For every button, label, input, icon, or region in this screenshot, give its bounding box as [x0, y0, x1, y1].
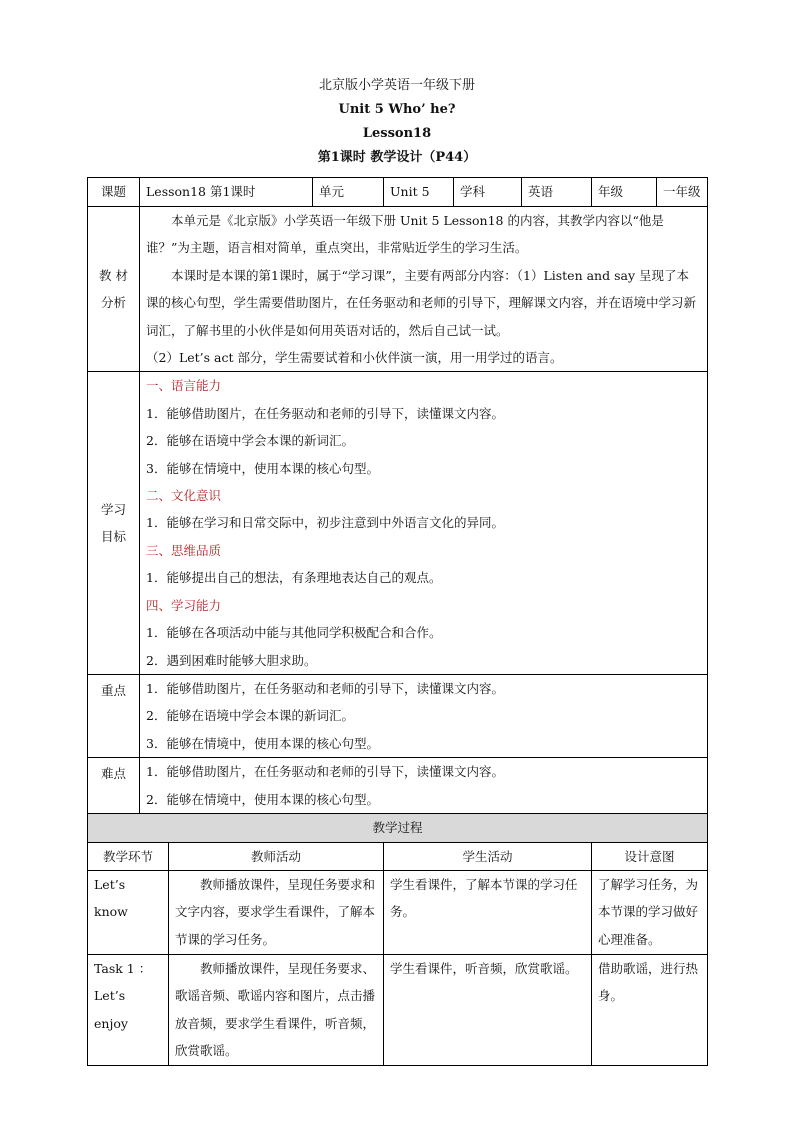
document-titles — [0, 74, 794, 170]
goals-item: 1．能够在学习和日常交际中，初步注意到中外语言文化的异同。 — [146, 515, 504, 531]
difficulty-item: 1．能够借助图片，在任务驱动和老师的引导下，读懂课文内容。 — [146, 764, 504, 780]
key-point-item: 2．能够在语境中学会本课的新词汇。 — [146, 708, 354, 724]
cell-subject-value: Lesson18 第1课时 — [140, 178, 313, 207]
process-student: 学生看课件，了解本节课的学习任务。 — [384, 870, 592, 954]
cell-unit-label: 单元 — [313, 178, 384, 207]
cell-discipline-label: 学科 — [454, 178, 522, 207]
difficulties-label: 难点 — [88, 758, 140, 814]
goals-row — [88, 372, 708, 674]
header-intent: 设计意图 — [592, 842, 708, 870]
process-intent: 了解学习任务，为本节课的学习做好心理准备。 — [592, 870, 708, 954]
key-points-row — [88, 674, 708, 757]
goals-heading-2: 二、文化意识 — [146, 488, 222, 504]
goals-item: 1．能够借助图片，在任务驱动和老师的引导下，读懂课文内容。 — [146, 405, 504, 421]
goals-heading-3: 三、思维品质 — [146, 542, 222, 558]
doc-title-line-1: 北京版小学英语一年级下册 — [318, 78, 475, 93]
goals-content — [140, 372, 708, 674]
header-teacher: 教师活动 — [169, 842, 384, 870]
info-row — [88, 178, 708, 207]
analysis-row — [88, 207, 708, 372]
cell-subject-label: 课题 — [88, 178, 140, 207]
goals-item: 3．能够在情境中，使用本课的核心句型。 — [146, 460, 379, 476]
difficulty-item: 2．能够在情境中，使用本课的核心句型。 — [146, 791, 379, 807]
process-teacher — [169, 954, 384, 1065]
process-intent: 借助歌谣，进行热身。 — [592, 954, 708, 1065]
goals-item: 1．能够提出自己的想法，有条理地表达自己的观点。 — [146, 570, 442, 586]
process-stage: Task 1 ： Let’s enjoy — [88, 954, 169, 1065]
header-student: 学生活动 — [384, 842, 592, 870]
process-row — [88, 870, 708, 954]
doc-title-line-3: Lesson18 — [362, 126, 432, 141]
key-point-item: 3．能够在情境中，使用本课的核心句型。 — [146, 735, 379, 751]
goals-heading-1: 一、语言能力 — [146, 378, 222, 394]
goals-heading-4: 四、学习能力 — [146, 597, 222, 613]
difficulties-row — [88, 758, 708, 814]
goals-item: 2．遇到困难时能够大胆求助。 — [146, 652, 317, 668]
analysis-label: 教 材 分析 — [88, 207, 140, 372]
process-header-row — [88, 842, 708, 870]
key-point-item: 1．能够借助图片，在任务驱动和老师的引导下，读懂课文内容。 — [146, 680, 504, 696]
cell-grade-label: 年级 — [592, 178, 657, 207]
analysis-paragraph-2: 本课时是本课的第1课时，属于“学习课”，主要有两部分内容：（1）Listen and say 呈现了本课的核心句型，学生需要借助图片，在任务驱动和老师的引导下，理解课文内容，并在语境中学习新词汇，了解书里的小伙伴是如何用英语对话的，然后自己试一试。 — [146, 267, 697, 338]
header-stage: 教学环节 — [88, 842, 169, 870]
cell-unit-value: Unit 5 — [384, 178, 454, 207]
lesson-plan-table — [87, 177, 708, 1066]
process-title-row — [88, 814, 708, 842]
analysis-paragraph-3: （2）Let’s act 部分，学生需要试着和小伙伴演一演，用一用学过的语言。 — [146, 350, 563, 366]
process-row — [88, 954, 708, 1065]
doc-title-line-2: Unit 5 Who’ he? — [338, 102, 456, 117]
cell-discipline-value: 英语 — [522, 178, 592, 207]
process-student: 学生看课件，听音频，欣赏歌谣。 — [384, 954, 592, 1065]
doc-title-line-4: 第1课时 教学设计（P44） — [317, 150, 477, 165]
cell-grade-value: 一年级 — [657, 178, 708, 207]
key-points-label: 重点 — [88, 674, 140, 757]
process-teacher — [169, 870, 384, 954]
difficulties-content — [140, 758, 708, 814]
goals-item: 1．能够在各项活动中能与其他同学积极配合和合作。 — [146, 625, 442, 641]
process-title: 教学过程 — [88, 814, 708, 842]
process-teacher-text: 教师播放课件，呈现任务要求、歌谣音频、歌谣内容和图片，点击播放音频，要求学生看课件，听音频，欣赏歌谣。 — [175, 960, 376, 1059]
goals-label: 学习 目标 — [88, 372, 140, 674]
process-stage: Let’s know — [88, 870, 169, 954]
key-points-content — [140, 674, 708, 757]
analysis-content — [140, 207, 708, 372]
goals-item: 2．能够在语境中学会本课的新词汇。 — [146, 433, 354, 449]
process-teacher-text: 教师播放课件，呈现任务要求和文字内容，要求学生看课件，了解本节课的学习任务。 — [175, 876, 376, 947]
analysis-paragraph-1: 本单元是《北京版》小学英语一年级下册 Unit 5 Lesson18 的内容，其教学内容以“他是谁？”为主题，语言相对简单，重点突出，非常贴近学生的学习生活。 — [146, 213, 664, 256]
